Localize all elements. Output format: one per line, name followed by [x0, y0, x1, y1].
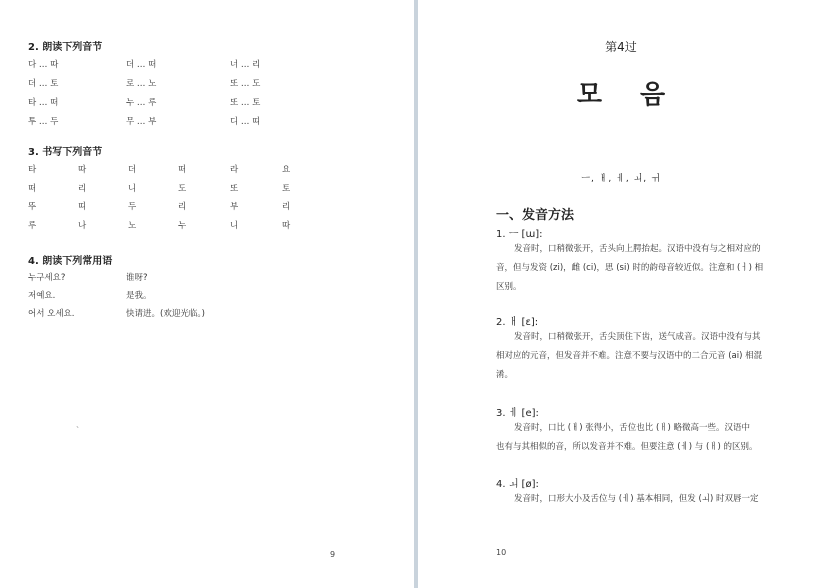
syllable: 리 — [178, 202, 187, 212]
explanation-line: 发音时，口稍微张开，舌尖顶住下齿，送气成音。汉语中没有与其 — [514, 332, 761, 342]
korean-phrase: 저예요. — [28, 291, 56, 301]
syllable: 부 — [230, 202, 239, 212]
syllable-pair: 너 … 리 — [230, 60, 261, 70]
vowel-heading: 2. ㅐ [ɛ]: — [496, 317, 539, 328]
exercise-3-title: 3. 书写下列音节 — [28, 147, 103, 158]
lesson-number: 第4过 — [605, 40, 637, 54]
syllable-pair: 또 … 토 — [230, 98, 261, 108]
syllable: 요 — [282, 165, 291, 175]
lesson-title: 모음 — [576, 80, 704, 110]
explanation-line: 发音时，口比 (ㅐ) 张得小，舌位也比 (ㅐ) 略微高一些。汉语中 — [514, 423, 750, 433]
syllable: 따 — [78, 165, 87, 175]
explanation-line: 淆。 — [496, 370, 514, 380]
syllable: 노 — [128, 221, 137, 231]
exercise-4-title: 4. 朗读下列常用语 — [28, 256, 113, 267]
syllable: 니 — [128, 184, 137, 194]
explanation-line: 区别。 — [496, 282, 522, 292]
exercise-2-title: 2. 朗读下列音节 — [28, 42, 103, 53]
section-title: 一、发音方法 — [496, 208, 575, 223]
chinese-translation: 快请进。(欢迎光临。) — [126, 309, 205, 319]
chinese-translation: 是我。 — [126, 291, 152, 301]
syllable: 니 — [230, 221, 239, 231]
syllable: 떠 — [28, 184, 37, 194]
syllable: 리 — [78, 184, 87, 194]
syllable-pair: 더 … 떠 — [126, 60, 157, 70]
syllable: 도 — [178, 184, 187, 194]
syllable: 토 — [282, 184, 291, 194]
syllable: 타 — [28, 165, 37, 175]
syllable: 루 — [28, 221, 37, 231]
syllable: 라 — [230, 165, 239, 175]
syllable: 더 — [128, 165, 137, 175]
syllable-pair: 타 … 떠 — [28, 98, 59, 108]
vowel-heading: 4. ㅚ [ø]: — [496, 479, 539, 490]
syllable-pair: 무 … 부 — [126, 117, 157, 127]
syllable-pair: 또 … 도 — [230, 79, 261, 89]
chinese-translation: 谁呀? — [126, 273, 148, 283]
syllable: 두 — [128, 202, 137, 212]
syllable-pair: 누 … 루 — [126, 98, 157, 108]
syllable: 또 — [230, 184, 239, 194]
syllable-pair: 투 … 두 — [28, 117, 59, 127]
syllable: 리 — [282, 202, 291, 212]
korean-phrase: 어서 오세요. — [28, 309, 75, 319]
explanation-line: 发音时，口稍微张开，舌头向上腭抬起。汉语中没有与之相对应的 — [514, 244, 761, 254]
syllable: 따 — [282, 221, 291, 231]
syllable-pair: 다 … 따 — [28, 60, 59, 70]
vowel-list: ㅡ, ㅐ, ㅔ, ㅚ, ㅟ — [581, 174, 661, 184]
explanation-line: 音，但与发资 (zi)，雌 (ci)，思 (si) 时的韵母音较近似。注意和 (ㅓ) 相 — [496, 263, 764, 273]
syllable: 떠 — [178, 165, 187, 175]
stray-mark: 、 — [76, 420, 84, 429]
syllable-pair: 디 … 띠 — [230, 117, 261, 127]
explanation-line: 发音时，口形大小及舌位与 (ㅔ) 基本相同，但发 (ㅚ) 时双唇一定 — [514, 494, 759, 504]
syllable: 누 — [178, 221, 187, 231]
syllable-pair: 로 … 노 — [126, 79, 157, 89]
right-page — [418, 0, 824, 588]
syllable: 띠 — [78, 202, 87, 212]
korean-phrase: 누구세요? — [28, 273, 66, 283]
syllable: 뚜 — [28, 202, 37, 212]
syllable: 나 — [78, 221, 87, 231]
syllable-pair: 더 … 토 — [28, 79, 59, 89]
vowel-heading: 3. ㅔ [e]: — [496, 408, 539, 419]
explanation-line: 相对应的元音，但发音并不难。注意不要与汉语中的二合元音 (ai) 相混 — [496, 351, 763, 361]
explanation-line: 也有与其相似的音，所以发音并不难。但要注意 (ㅔ) 与 (ㅐ) 的区别。 — [496, 442, 758, 452]
page-number-left: 9 — [330, 550, 336, 559]
page-number-right: 10 — [496, 548, 507, 557]
vowel-heading: 1. ㅡ [ɯ]: — [496, 229, 543, 240]
